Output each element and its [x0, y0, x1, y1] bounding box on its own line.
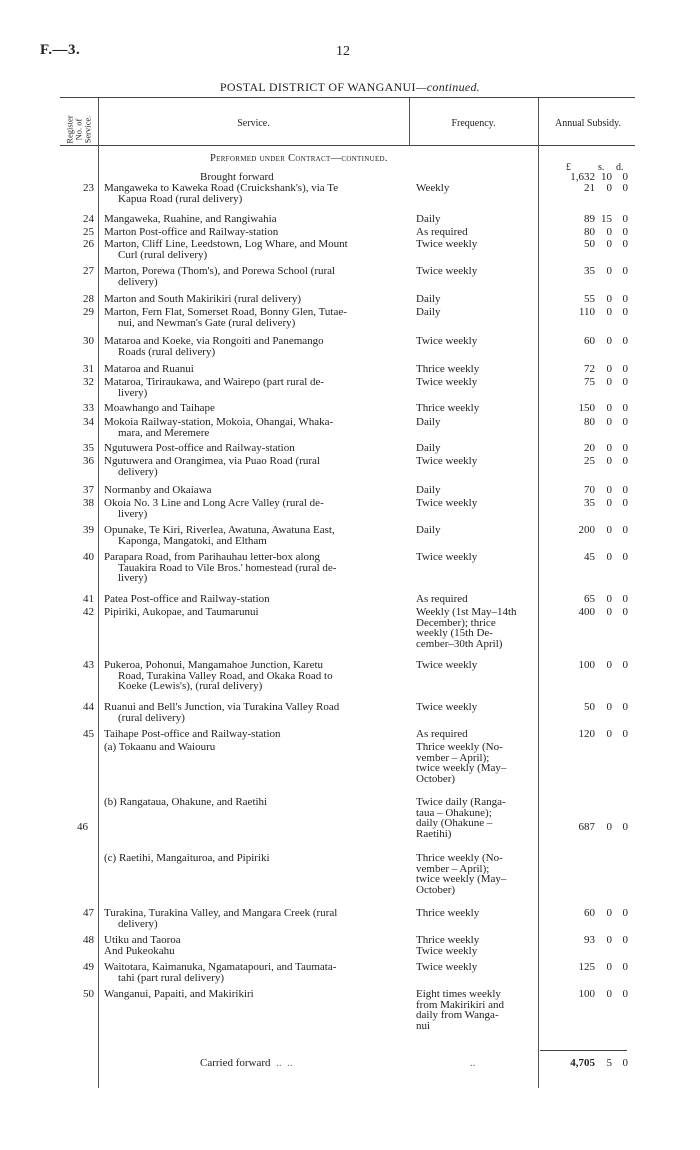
- service-line: Parapara Road, from Parihauhau letter-box along: [104, 551, 321, 563]
- frequency-cell: [416, 908, 531, 919]
- page-number: 12: [336, 44, 350, 59]
- register-number: 31: [83, 363, 94, 375]
- service-description: [104, 594, 404, 605]
- subsidy-shillings: 0: [606, 659, 612, 671]
- frequency-line: Weekly (1st May–14th: [416, 606, 517, 618]
- subsidy-pence: 0: [622, 442, 628, 454]
- subsidy-pence: 0: [622, 238, 628, 250]
- register-number: 35: [83, 442, 94, 454]
- frequency-line: Eight times weekly: [416, 988, 501, 1000]
- register-number: 23: [83, 182, 94, 194]
- subsidy-pence: 0: [622, 907, 628, 919]
- subsidy-shillings: 0: [606, 265, 612, 277]
- frequency-cell: [416, 336, 531, 347]
- frequency-cell: [416, 227, 531, 238]
- subsidy-pounds: 100: [578, 659, 595, 671]
- service-line: Marton Post-office and Railway-station: [104, 226, 279, 238]
- leader-dots: .. ..: [270, 1057, 293, 1069]
- subsidy-pence: 0: [622, 335, 628, 347]
- register-number: 40: [83, 551, 94, 563]
- subsidy-pence: 0: [622, 306, 628, 318]
- service-line: And Pukeokahu: [104, 944, 175, 957]
- register-number: 37: [83, 484, 94, 496]
- register-number: 25: [83, 226, 94, 238]
- service-line: Ngutuwera Post-office and Railway-station: [104, 442, 295, 454]
- service-line: Marton, Porewa (Thom's), and Porewa School (rural: [104, 265, 336, 277]
- register-number: 30: [83, 335, 94, 347]
- frequency-cell: [416, 266, 531, 277]
- register-number: 29: [83, 306, 94, 318]
- register-number: 36: [83, 455, 94, 467]
- service-line: Mataroa and Ruanui: [104, 363, 194, 375]
- service-description: [104, 908, 404, 929]
- subsidy-shillings: 0: [606, 484, 612, 496]
- frequency-cell: [416, 239, 531, 250]
- service-description: [104, 456, 404, 477]
- subsidy-shillings: 0: [606, 961, 612, 973]
- subsidy-pence: 0: [622, 701, 628, 713]
- subsidy-pence: 0: [622, 293, 628, 305]
- frequency-line: weekly (15th De-: [416, 627, 493, 640]
- frequency-line: Thrice weekly: [416, 934, 480, 946]
- service-line: tahi (part rural delivery): [118, 971, 224, 984]
- frequency-line: Daily: [416, 484, 441, 496]
- frequency-line: Daily: [416, 524, 441, 536]
- subsidy-pounds: 20: [584, 442, 595, 454]
- carried-pounds: 4,705: [570, 1057, 595, 1069]
- subsidy-shillings: 0: [606, 934, 612, 946]
- service-line: Waitotara, Kaimanuka, Ngamatapouri, and Taumata-: [104, 961, 337, 973]
- register-number: 42: [83, 606, 94, 618]
- frequency-cell: [416, 742, 531, 784]
- carried-pence: 0: [622, 1057, 628, 1069]
- service-line: Marton, Cliff Line, Leedstown, Log Whare, and Mount: [104, 238, 348, 250]
- service-line: Mataroa, Tiriraukawa, and Wairepo (part rural de-: [104, 376, 325, 388]
- carried-forward-dots: ..: [470, 1057, 476, 1069]
- subsidy-shillings: 0: [606, 238, 612, 250]
- frequency-line: Twice weekly: [416, 701, 478, 713]
- subsidy-pounds: 80: [584, 416, 595, 428]
- frequency-line: vember – April);: [416, 751, 490, 764]
- service-line: mara, and Meremere: [118, 426, 210, 439]
- service-description: [104, 935, 404, 956]
- subsidy-pence: 0: [622, 363, 628, 375]
- subsidy-pence: 0: [622, 213, 628, 225]
- section-heading-text: Performed under Contract—continued.: [210, 153, 388, 164]
- service-line: Ruanui and Bell's Junction, via Turakina Valley Road: [104, 701, 340, 713]
- register-number: 43: [83, 659, 94, 671]
- frequency-line: Daily: [416, 293, 441, 305]
- frequency-line: Twice weekly: [416, 265, 478, 277]
- service-line: nui, and Newman's Gate (rural delivery): [118, 316, 296, 329]
- subsidy-pence: 0: [622, 606, 628, 618]
- subsidy-pounds: 55: [584, 293, 595, 305]
- col-divider-1: [98, 98, 99, 1088]
- frequency-line: Thrice weekly (No-: [416, 852, 503, 864]
- currency-shillings: s.: [598, 162, 605, 173]
- service-line: livery): [118, 507, 148, 520]
- title-suffix: —continued.: [415, 80, 481, 94]
- service-line: Utiku and Taoroa: [104, 934, 181, 946]
- register-number: 46: [77, 821, 88, 833]
- service-line: Mokoia Railway-station, Mokoia, Ohangai, Whaka-: [104, 416, 334, 428]
- frequency-cell: [416, 294, 531, 305]
- frequency-line: Twice weekly: [416, 376, 478, 388]
- subsidy-pence: 0: [622, 402, 628, 414]
- subsidy-shillings: 15: [601, 213, 612, 225]
- subsidy-shillings: 0: [606, 988, 612, 1000]
- register-header-text: Register No. of Service.: [64, 115, 93, 144]
- frequency-line: Thrice weekly: [416, 363, 480, 375]
- frequency-line: Twice weekly: [416, 961, 478, 973]
- subsidy-pounds: 687: [578, 821, 595, 833]
- service-description: [104, 443, 404, 454]
- frequency-line: Daily: [416, 416, 441, 428]
- service-line: Mangaweka to Kaweka Road (Cruickshank's), via Te: [104, 182, 339, 194]
- frequency-cell: [416, 797, 531, 839]
- carried-shillings: 5: [606, 1057, 612, 1069]
- subsidy-shillings: 0: [606, 593, 612, 605]
- frequency-cell: [416, 962, 531, 973]
- subsidy-pence: 0: [622, 182, 628, 194]
- subsidy-shillings: 0: [606, 376, 612, 388]
- frequency-line: Raetihi): [416, 827, 452, 840]
- frequency-cell: [416, 552, 531, 563]
- service-description: [104, 227, 404, 238]
- subsidy-pounds: 110: [578, 306, 595, 318]
- service-description: [104, 307, 404, 328]
- subsidy-pence: 0: [622, 659, 628, 671]
- register-number: 45: [83, 728, 94, 740]
- frequency-line: As required: [416, 226, 468, 238]
- subsidy-pence: 0: [622, 171, 628, 183]
- service-line: delivery): [118, 917, 158, 930]
- service-description: [104, 336, 404, 357]
- subsidy-shillings: 0: [606, 416, 612, 428]
- subsidy-pence: 0: [622, 484, 628, 496]
- subsidy-pence: 0: [622, 728, 628, 740]
- table-top-rule: [60, 97, 635, 98]
- register-number: 26: [83, 238, 94, 250]
- total-rule-top: [540, 1050, 627, 1051]
- service-description: [104, 498, 404, 519]
- subsidy-shillings: 0: [606, 728, 612, 740]
- service-line: delivery): [118, 275, 158, 288]
- frequency-line: Twice weekly: [416, 335, 478, 347]
- frequency-line: Twice weekly: [416, 455, 478, 467]
- service-description: [104, 989, 404, 1000]
- frequency-cell: [416, 525, 531, 536]
- service-column-header: Service.: [237, 118, 270, 129]
- subsidy-pence: 0: [622, 497, 628, 509]
- frequency-line: As required: [416, 728, 468, 740]
- subsidy-shillings: 0: [606, 182, 612, 194]
- frequency-cell: [416, 183, 531, 194]
- frequency-line: Twice weekly: [416, 238, 478, 250]
- register-number: 39: [83, 524, 94, 536]
- frequency-line: Daily: [416, 213, 441, 225]
- subsidy-pounds: 35: [584, 497, 595, 509]
- service-line: livery): [118, 572, 148, 585]
- subsidy-shillings: 0: [606, 226, 612, 238]
- subsidy-pounds: 125: [578, 961, 595, 973]
- frequency-line: daily from Wanga-: [416, 1009, 499, 1022]
- currency-pence: d.: [616, 162, 624, 173]
- service-line: Pipiriki, Aukopae, and Taumarunui: [104, 606, 259, 618]
- table-header-rule: [60, 145, 635, 146]
- currency-pounds: £: [566, 162, 571, 173]
- subsidy-shillings: 0: [606, 821, 612, 833]
- subsidy-shillings: 0: [606, 402, 612, 414]
- frequency-cell: [416, 729, 531, 740]
- service-description: [104, 364, 404, 375]
- frequency-line: daily (Ohakune –: [416, 817, 493, 830]
- service-description: [104, 962, 404, 983]
- frequency-line: Daily: [416, 306, 441, 318]
- register-number: 32: [83, 376, 94, 388]
- subsidy-pounds: 120: [578, 728, 595, 740]
- register-number: 28: [83, 293, 94, 305]
- subsidy-pence: 0: [622, 821, 628, 833]
- subsidy-pounds: 1,632: [570, 171, 595, 183]
- service-description: [104, 552, 404, 584]
- frequency-cell: [416, 377, 531, 388]
- subsidy-pounds: 60: [584, 907, 595, 919]
- service-description: [104, 239, 404, 260]
- service-line: Patea Post-office and Railway-station: [104, 593, 270, 605]
- service-line: livery): [118, 386, 148, 399]
- service-line: Turakina, Turakina Valley, and Mangara Creek (rural: [104, 907, 338, 919]
- frequency-line: cember–30th April): [416, 637, 503, 650]
- frequency-line: Twice daily (Ranga-: [416, 796, 506, 808]
- subsidy-pounds: 400: [578, 606, 595, 618]
- service-description: [104, 294, 404, 305]
- subsidy-pounds: 93: [584, 934, 595, 946]
- subsidy-pence: 0: [622, 961, 628, 973]
- service-line: Taihape Post-office and Railway-station: [104, 728, 281, 740]
- service-description: [104, 266, 404, 287]
- service-line: Marton and South Makirikiri (rural delivery): [104, 293, 302, 305]
- subsidy-pence: 0: [622, 524, 628, 536]
- register-number: 38: [83, 497, 94, 509]
- service-description: (a) Tokaanu and Waiouru: [104, 741, 216, 753]
- frequency-line: Twice weekly: [416, 551, 478, 563]
- subsidy-shillings: 0: [606, 551, 612, 563]
- frequency-cell: [416, 456, 531, 467]
- subsidy-pounds: 25: [584, 455, 595, 467]
- subsidy-pence: 0: [622, 551, 628, 563]
- subsidy-pence: 0: [622, 455, 628, 467]
- subsidy-pounds: 45: [584, 551, 595, 563]
- subsidy-pence: 0: [622, 934, 628, 946]
- subsidy-pounds: 150: [578, 402, 595, 414]
- frequency-line: vember – April);: [416, 862, 490, 875]
- service-description: [104, 607, 404, 618]
- subsidy-shillings: 0: [606, 524, 612, 536]
- service-description: [104, 702, 404, 723]
- subsidy-pounds: 60: [584, 335, 595, 347]
- frequency-cell: [416, 364, 531, 375]
- register-number: 24: [83, 213, 94, 225]
- frequency-line: December); thrice: [416, 616, 496, 629]
- frequency-cell: [416, 660, 531, 671]
- subsidy-pounds: 50: [584, 238, 595, 250]
- service-line: delivery): [118, 465, 158, 478]
- service-line: Koeke (Lewis's), (rural delivery): [118, 680, 263, 693]
- register-number: 44: [83, 701, 94, 713]
- page-ref: F.—3.: [40, 42, 81, 58]
- service-line: Kapua Road (rural delivery): [118, 192, 243, 205]
- service-line: Kaponga, Mangatoki, and Eltham: [118, 534, 267, 547]
- frequency-column-header: Frequency.: [451, 118, 496, 129]
- service-line: Road, Turakina Valley Road, and Okaka Road to: [118, 669, 333, 682]
- register-number: 34: [83, 416, 94, 428]
- subsidy-shillings: 0: [606, 442, 612, 454]
- frequency-line: twice weekly (May–: [416, 873, 507, 886]
- subsidy-pence: 0: [622, 226, 628, 238]
- service-description: [104, 525, 404, 546]
- service-description: [104, 214, 404, 225]
- frequency-cell: [416, 485, 531, 496]
- frequency-line: Twice weekly: [416, 944, 478, 957]
- frequency-cell: [416, 853, 531, 895]
- frequency-line: October): [416, 883, 456, 896]
- frequency-line: October): [416, 772, 456, 785]
- frequency-cell: [416, 935, 531, 956]
- service-line: (rural delivery): [118, 711, 185, 724]
- subsidy-shillings: 10: [601, 171, 612, 183]
- service-line: Curl (rural delivery): [118, 248, 208, 261]
- register-number: 33: [83, 402, 94, 414]
- service-line: Moawhango and Taihape: [104, 402, 215, 414]
- service-description: [104, 403, 404, 414]
- frequency-line: Thrice weekly (No-: [416, 741, 503, 753]
- subsidy-pence: 0: [622, 988, 628, 1000]
- service-line: Mataroa and Koeke, via Rongoiti and Panemango: [104, 335, 324, 347]
- page-title: [0, 80, 700, 95]
- title-main: POSTAL DISTRICT OF WANGANUI: [219, 80, 416, 94]
- carried-forward-label: [200, 1058, 500, 1069]
- frequency-cell: [416, 702, 531, 713]
- service-description: [104, 417, 404, 438]
- service-line: Wanganui, Papaiti, and Makirikiri: [104, 988, 254, 1000]
- service-line: Ngutuwera and Orangimea, via Puao Road (rural: [104, 455, 320, 467]
- subsidy-pounds: 21: [584, 182, 595, 194]
- subsidy-pounds: 75: [584, 376, 595, 388]
- frequency-cell: [416, 607, 531, 649]
- service-line: Pukeroa, Pohonui, Mangamahoe Junction, Karetu: [104, 659, 324, 671]
- service-description: (c) Raetihi, Mangaituroa, and Pipiriki: [104, 852, 270, 864]
- subsidy-pounds: 80: [584, 226, 595, 238]
- col-divider-3: [538, 98, 539, 1088]
- subsidy-shillings: 0: [606, 455, 612, 467]
- subsidy-column-header: Annual Subsidy.: [554, 118, 622, 129]
- frequency-line: Thrice weekly: [416, 402, 480, 414]
- service-line: Marton, Fern Flat, Somerset Road, Bonny Glen, Tutae-: [104, 306, 347, 318]
- service-line: Roads (rural delivery): [118, 345, 216, 358]
- frequency-line: taua – Ohakune);: [416, 806, 492, 819]
- register-number: 47: [83, 907, 94, 919]
- carried-forward-text: Carried forward: [200, 1057, 271, 1069]
- service-line: Opunake, Te Kiri, Riverlea, Awatuna, Awatuna East,: [104, 524, 335, 536]
- service-line: Tauakira Road to Vile Bros.' homestead (rural de-: [118, 561, 337, 574]
- service-description: (b) Rangataua, Ohakune, and Raetihi: [104, 796, 268, 808]
- service-line: Mangaweka, Ruahine, and Rangiwahia: [104, 213, 277, 225]
- subsidy-shillings: 0: [606, 701, 612, 713]
- frequency-cell: [416, 498, 531, 509]
- register-column-header: [60, 98, 98, 148]
- frequency-line: As required: [416, 593, 468, 605]
- frequency-line: from Makirikiri and: [416, 998, 504, 1011]
- register-number: 27: [83, 265, 94, 277]
- service-description: [104, 183, 404, 204]
- service-line: Normanby and Okaiawa: [104, 484, 212, 496]
- service-description: [104, 660, 404, 692]
- service-description: [104, 377, 404, 398]
- subsidy-shillings: 0: [606, 363, 612, 375]
- subsidy-pounds: 50: [584, 701, 595, 713]
- frequency-line: nui: [416, 1019, 431, 1032]
- subsidy-shillings: 0: [606, 606, 612, 618]
- register-number: 50: [83, 988, 94, 1000]
- subsidy-pence: 0: [622, 416, 628, 428]
- subsidy-pounds: 100: [578, 988, 595, 1000]
- frequency-cell: [416, 307, 531, 318]
- frequency-line: Twice weekly: [416, 659, 478, 671]
- subsidy-shillings: 0: [606, 293, 612, 305]
- frequency-cell: [416, 989, 531, 1031]
- subsidy-pounds: 35: [584, 265, 595, 277]
- brought-forward-label: Brought forward: [200, 171, 274, 183]
- subsidy-shillings: 0: [606, 497, 612, 509]
- subsidy-shillings: 0: [606, 907, 612, 919]
- frequency-cell: [416, 443, 531, 454]
- register-number: 48: [83, 934, 94, 946]
- service-description: [104, 485, 404, 496]
- register-number: 49: [83, 961, 94, 973]
- frequency-cell: [416, 417, 531, 428]
- subsidy-pounds: 65: [584, 593, 595, 605]
- subsidy-pence: 0: [622, 376, 628, 388]
- service-description: [104, 729, 404, 740]
- frequency-line: twice weekly (May–: [416, 762, 507, 775]
- frequency-cell: [416, 403, 531, 414]
- frequency-line: Thrice weekly: [416, 907, 480, 919]
- subsidy-pounds: 89: [584, 213, 595, 225]
- subsidy-pounds: 72: [584, 363, 595, 375]
- frequency-cell: [416, 214, 531, 225]
- frequency-cell: [416, 594, 531, 605]
- frequency-line: Daily: [416, 442, 441, 454]
- frequency-line: Twice weekly: [416, 497, 478, 509]
- subsidy-pence: 0: [622, 593, 628, 605]
- subsidy-pence: 0: [622, 265, 628, 277]
- register-number: 41: [83, 593, 94, 605]
- subsidy-pounds: 200: [578, 524, 595, 536]
- service-line: Okoia No. 3 Line and Long Acre Valley (rural de-: [104, 497, 324, 509]
- subsidy-shillings: 0: [606, 335, 612, 347]
- frequency-line: Weekly: [416, 182, 450, 194]
- subsidy-pounds: 70: [584, 484, 595, 496]
- subsidy-shillings: 0: [606, 306, 612, 318]
